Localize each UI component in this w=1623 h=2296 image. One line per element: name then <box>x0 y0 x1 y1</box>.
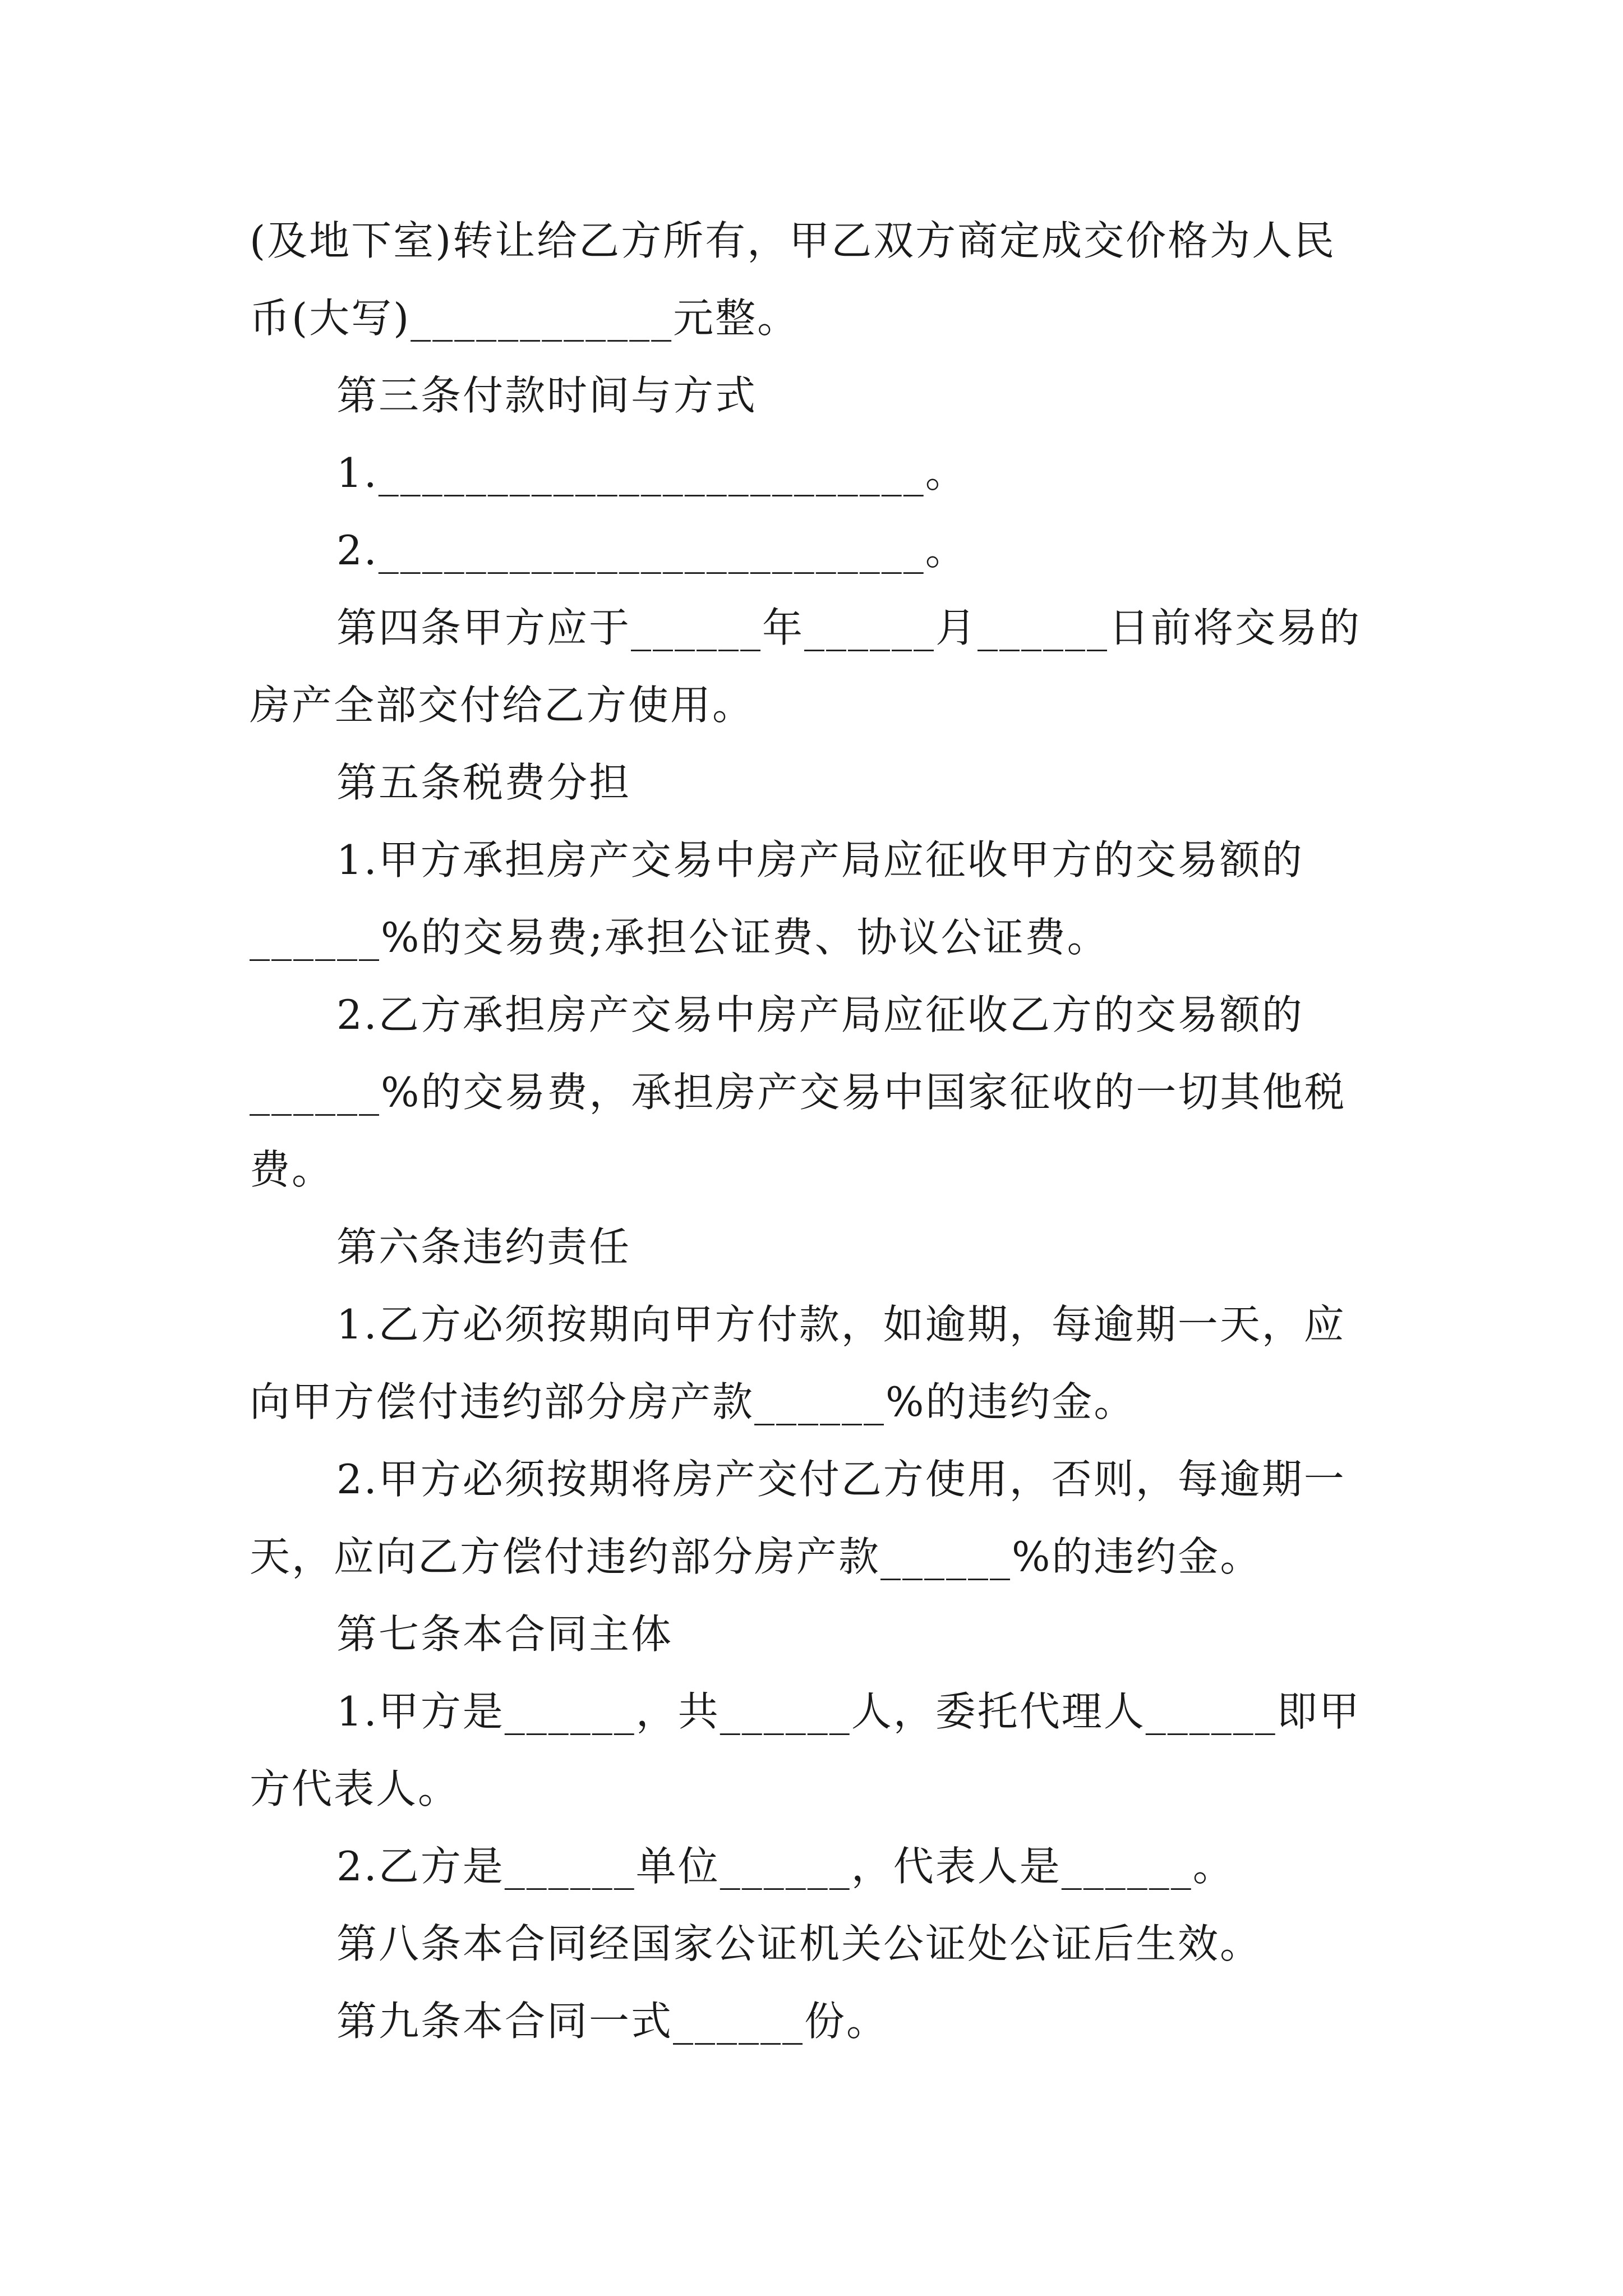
text-line: 1._________________________。 <box>336 449 967 496</box>
text-line: 2._________________________。 <box>336 527 967 574</box>
article-heading-9: 第九条本合同一式______份。 <box>336 1998 889 2045</box>
text-line: 1.甲方是______，共______人，委托代理人______即甲 <box>336 1688 1361 1735</box>
text-line: ______%的交易费;承担公证费、协议公证费。 <box>250 914 1109 961</box>
text-line: 2.乙方是______单位______，代表人是______。 <box>336 1843 1235 1890</box>
text-line: 向甲方偿付违约部分房产款______%的违约金。 <box>250 1378 1136 1425</box>
text-line: 1.甲方承担房产交易中房产局应征收甲方的交易额的 <box>336 836 1304 884</box>
text-line: 方代表人。 <box>250 1765 460 1812</box>
article-heading-6: 第六条违约责任 <box>336 1223 631 1271</box>
text-line: 天，应向乙方偿付违约部分房产款______%的违约金。 <box>250 1533 1262 1580</box>
text-line: 费。 <box>250 1146 334 1193</box>
article-heading-5: 第五条税费分担 <box>336 759 631 806</box>
text-line: ______%的交易费，承担房产交易中国家征收的一切其他税 <box>250 1069 1347 1116</box>
text-line: 房产全部交付给乙方使用。 <box>250 682 755 729</box>
article-heading-4: 第四条甲方应于______年______月______日前将交易的 <box>336 604 1362 651</box>
text-line: 2.甲方必须按期将房产交付乙方使用，否则，每逾期一 <box>336 1456 1346 1503</box>
text-line: 2.乙方承担房产交易中房产局应征收乙方的交易额的 <box>336 991 1304 1038</box>
text-line: 币(大写)____________元整。 <box>250 295 800 342</box>
article-heading-8: 第八条本合同经国家公证机关公证处公证后生效。 <box>336 1920 1262 1967</box>
article-heading-3: 第三条付款时间与方式 <box>336 372 758 419</box>
text-line: (及地下室)转让给乙方所有，甲乙双方商定成交价格为人民 <box>250 217 1336 264</box>
text-line: 1.乙方必须按期向甲方付款，如逾期，每逾期一天，应 <box>336 1301 1346 1348</box>
document-body <box>250 202 1388 2060</box>
article-heading-7: 第七条本合同主体 <box>336 1611 674 1658</box>
